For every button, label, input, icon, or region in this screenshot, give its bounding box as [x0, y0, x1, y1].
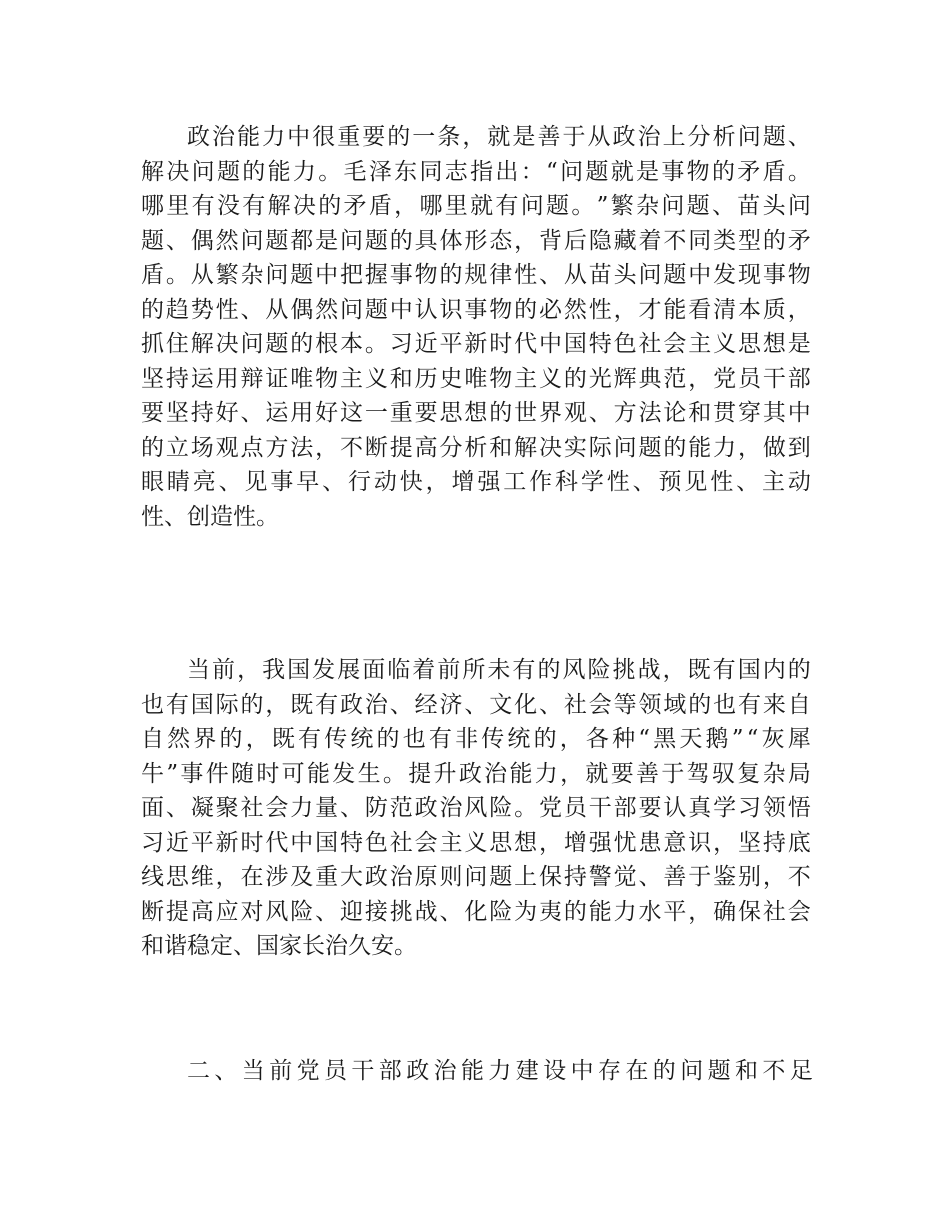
- text-line: 抓 住 解 决 问 题 的 根 本 。 习 近 平 新 时 代 中 国 特 色 社 会 主 义 思 想 是: [141, 331, 811, 357]
- text-line: 习 近 平 新 时 代 中 国 特 色 社 会 主 义 思 想 ， 增 强 忧 患 意 识 ， 坚 持 底: [141, 829, 811, 856]
- text-line: 眼 睛 亮 、 见 事 早 、 行 动 快 ， 增 强 工 作 科 学 性 、 预 见 性 、 主 动: [141, 469, 811, 495]
- text-line: 也 有 国 际 的 ， 既 有 政 治 、 经 济 、 文 化 、 社 会 等 领 域 的 也 有 来 自: [141, 691, 811, 718]
- text-line: 面 、 凝 聚 社 会 力 量 、 防 范 政 治 风 险 。 党 员 干 部 要 认 真 学 习 领 悟: [141, 795, 811, 821]
- text-line: 解 决 问 题 的 能 力 。 毛 泽 东 同 志 指 出 ： “ 问 题 就 是 事 物 的 矛 盾 。: [141, 158, 811, 185]
- text-line: 线 思 维 ， 在 涉 及 重 大 政 治 原 则 问 题 上 保 持 警 觉 、 善 于 鉴 别 ， 不: [141, 864, 811, 890]
- text-line: 坚 持 运 用 辩 证 唯 物 主 义 和 历 史 唯 物 主 义 的 光 辉 典 范 ， 党 员 干 部: [141, 365, 811, 392]
- text-line: 牛 ” 事 件 随 时 可 能 发 生 。 提 升 政 治 能 力 ， 就 要 善 于 驾 驭 复 杂 局: [141, 760, 811, 787]
- text-line: 盾 。 从 繁 杂 问 题 中 把 握 事 物 的 规 律 性 、 从 苗 头 问 题 中 发 现 事 物: [141, 262, 811, 288]
- text-line: 哪 里 有 没 有 解 决 的 矛 盾 ， 哪 里 就 有 问 题 。 ” 繁 杂 问 题 、 苗 头 问: [141, 193, 811, 219]
- text-line: 政 治 能 力 中 很 重 要 的 一 条 ， 就 是 善 于 从 政 治 上 分 析 问 题 、: [187, 124, 811, 150]
- text-line: 题 、 偶 然 问 题 都 是 问 题 的 具 体 形 态 ， 背 后 隐 藏 着 不 同 类 型 的 矛: [141, 227, 811, 254]
- text-line: 要 坚 持 好 、 运 用 好 这 一 重 要 思 想 的 世 界 观 、 方 法 论 和 贯 穿 其 中: [141, 400, 811, 426]
- text-line: 性、创造性。: [141, 503, 279, 530]
- section-heading: 二、当前党员干部政治能力建设中存在的问题和不足: [187, 1058, 818, 1084]
- text-line: 和谐稳定、国家长治久安。: [141, 933, 417, 959]
- text-line: 的 趋 势 性 、 从 偶 然 问 题 中 认 识 事 物 的 必 然 性 ， 才 能 看 清 本 质 ，: [141, 296, 811, 323]
- text-line: 当 前 ， 我 国 发 展 面 临 着 前 所 未 有 的 风 险 挑 战 ， 既 有 国 内 的: [187, 657, 811, 683]
- text-line: 的 立 场 观 点 方 法 ， 不 断 提 高 分 析 和 解 决 实 际 问 题 的 能 力 ， 做 到: [141, 434, 811, 461]
- text-line: 断 提 高 应 对 风 险 、 迎 接 挑 战 、 化 险 为 夷 的 能 力 水 平 ， 确 保 社 会: [141, 898, 811, 925]
- paragraph-political-ability-analysis: [141, 120, 811, 534]
- paragraph-risk-challenges: [141, 653, 811, 964]
- text-line: 自 然 界 的 ， 既 有 传 统 的 也 有 非 传 统 的 ， 各 种 “ 黑 天 鹅 ” “ 灰 犀: [141, 726, 811, 752]
